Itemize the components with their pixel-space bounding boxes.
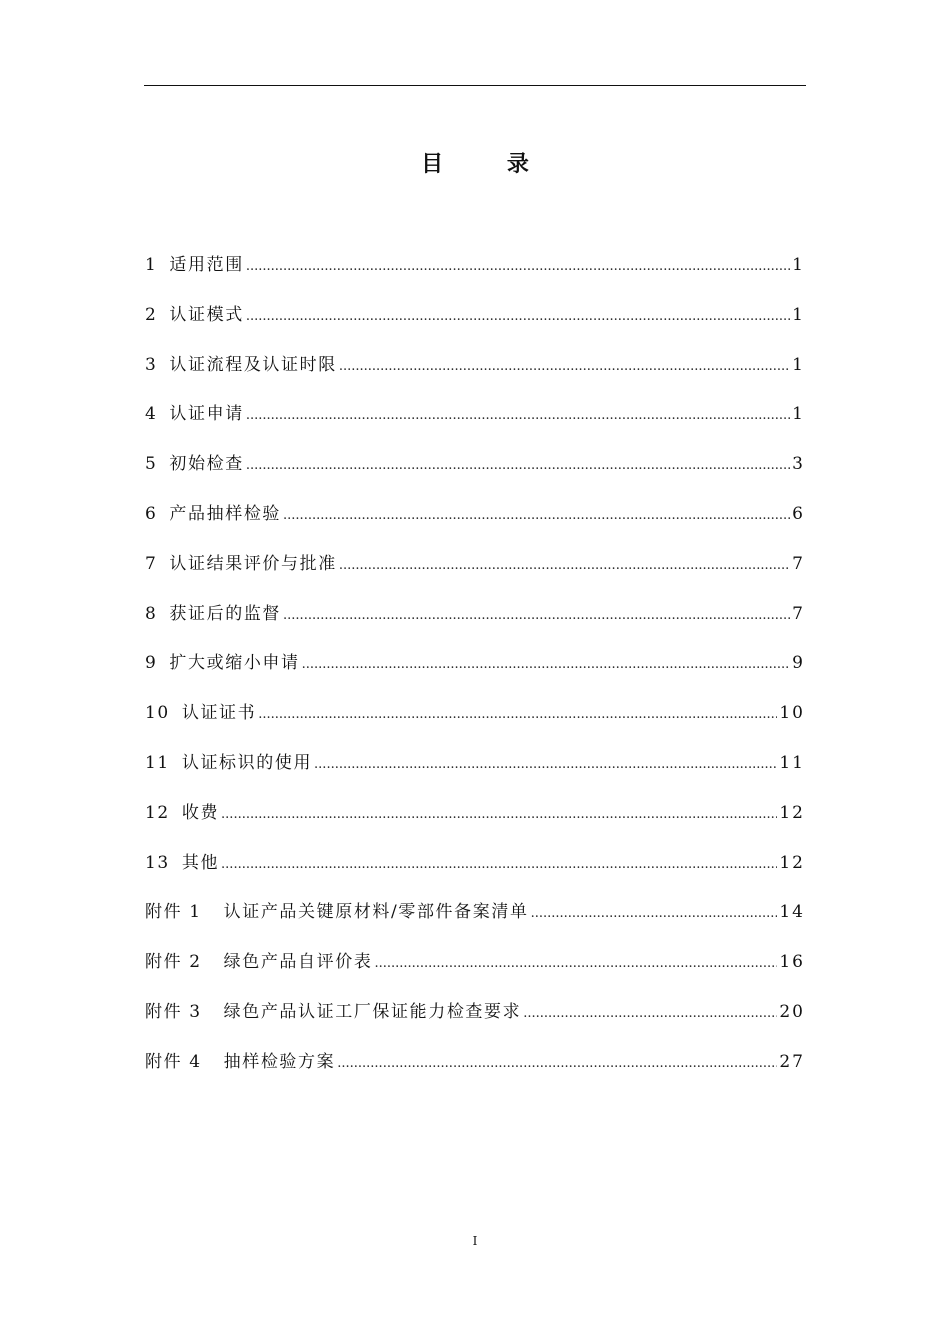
toc-entry[interactable] [145, 549, 805, 599]
toc-page: 10 [779, 703, 805, 724]
toc-page: 20 [779, 1001, 805, 1022]
toc-number: 11 [145, 752, 170, 773]
toc-entry[interactable] [145, 698, 805, 748]
toc-leader [374, 956, 777, 971]
toc-text: 其他 [181, 852, 220, 873]
toc-number: 3 [145, 354, 158, 375]
toc-leader [523, 1006, 777, 1021]
toc-leader [302, 657, 791, 672]
toc-number: 7 [145, 553, 158, 574]
toc-leader [339, 558, 790, 573]
toc-entry[interactable] [145, 748, 805, 798]
toc-text: 绿色产品自评价表 [223, 952, 373, 973]
toc-entry-annex[interactable] [145, 997, 805, 1047]
toc-leader [221, 857, 777, 872]
toc-list [145, 250, 805, 1097]
toc-number: 12 [145, 802, 170, 823]
toc-entry[interactable] [145, 648, 805, 698]
toc-number: 8 [145, 603, 158, 624]
toc-entry[interactable] [145, 848, 805, 898]
toc-number: 附件 2 [145, 952, 202, 973]
toc-number: 13 [145, 852, 170, 873]
toc-entry-annex[interactable] [145, 1047, 805, 1097]
toc-page: 3 [792, 454, 805, 475]
toc-entry-annex[interactable] [145, 897, 805, 947]
header-rule [144, 85, 806, 86]
toc-text: 收费 [181, 802, 220, 823]
toc-entry[interactable] [145, 399, 805, 449]
toc-page: 1 [792, 404, 805, 425]
toc-leader [337, 1056, 777, 1071]
toc-text: 认证标识的使用 [181, 752, 313, 773]
toc-text: 获证后的监督 [169, 603, 282, 624]
toc-entry-annex[interactable] [145, 947, 805, 997]
toc-text: 认证模式 [169, 304, 244, 325]
toc-page: 6 [792, 503, 805, 524]
toc-page: 11 [779, 752, 805, 773]
toc-title: 目 录 [421, 152, 557, 177]
toc-entry[interactable] [145, 300, 805, 350]
toc-entry[interactable] [145, 449, 805, 499]
toc-page: 1 [792, 354, 805, 375]
toc-leader [258, 707, 777, 722]
toc-page: 14 [779, 902, 805, 923]
toc-page: 12 [779, 852, 805, 873]
toc-page: 12 [779, 802, 805, 823]
toc-number: 2 [145, 304, 158, 325]
toc-number: 附件 3 [145, 1001, 202, 1022]
toc-page: 7 [792, 603, 805, 624]
toc-entry[interactable] [145, 798, 805, 848]
toc-text: 抽样检验方案 [223, 1051, 336, 1072]
toc-leader [246, 408, 790, 423]
toc-leader [246, 259, 790, 274]
toc-number: 10 [145, 703, 170, 724]
toc-leader [246, 309, 790, 324]
toc-number: 9 [145, 653, 158, 674]
toc-text: 扩大或缩小申请 [169, 653, 300, 674]
toc-text: 认证流程及认证时限 [169, 354, 337, 375]
toc-number: 附件 1 [145, 902, 202, 923]
toc-page: 27 [779, 1051, 805, 1072]
page-number: I [472, 1234, 478, 1248]
toc-text: 认证申请 [169, 404, 244, 425]
toc-page: 1 [792, 255, 805, 275]
toc-text: 适用范围 [169, 255, 244, 275]
toc-number: 1 [145, 255, 158, 275]
toc-entry[interactable] [145, 250, 805, 300]
toc-page: 7 [792, 553, 805, 574]
toc-page: 1 [792, 304, 805, 325]
toc-leader [283, 608, 790, 623]
toc-entry[interactable] [145, 499, 805, 549]
toc-leader [283, 508, 790, 523]
toc-text: 认证产品关键原材料/零部件备案清单 [223, 902, 529, 923]
toc-leader [314, 757, 777, 772]
toc-leader [221, 807, 777, 822]
toc-leader [339, 359, 790, 374]
toc-text: 认证证书 [181, 703, 257, 724]
toc-number: 4 [145, 404, 158, 425]
toc-text: 初始检查 [169, 454, 244, 475]
toc-entry[interactable] [145, 599, 805, 649]
toc-text: 认证结果评价与批准 [169, 553, 337, 574]
toc-text: 绿色产品认证工厂保证能力检查要求 [223, 1001, 522, 1022]
toc-entry[interactable] [145, 350, 805, 400]
toc-number: 5 [145, 454, 158, 475]
toc-text: 产品抽样检验 [169, 503, 282, 524]
toc-page: 9 [792, 653, 805, 674]
toc-page: 16 [779, 952, 805, 973]
toc-number: 6 [145, 503, 158, 524]
toc-number: 附件 4 [145, 1051, 202, 1072]
toc-leader [246, 458, 790, 473]
toc-leader [531, 906, 778, 921]
